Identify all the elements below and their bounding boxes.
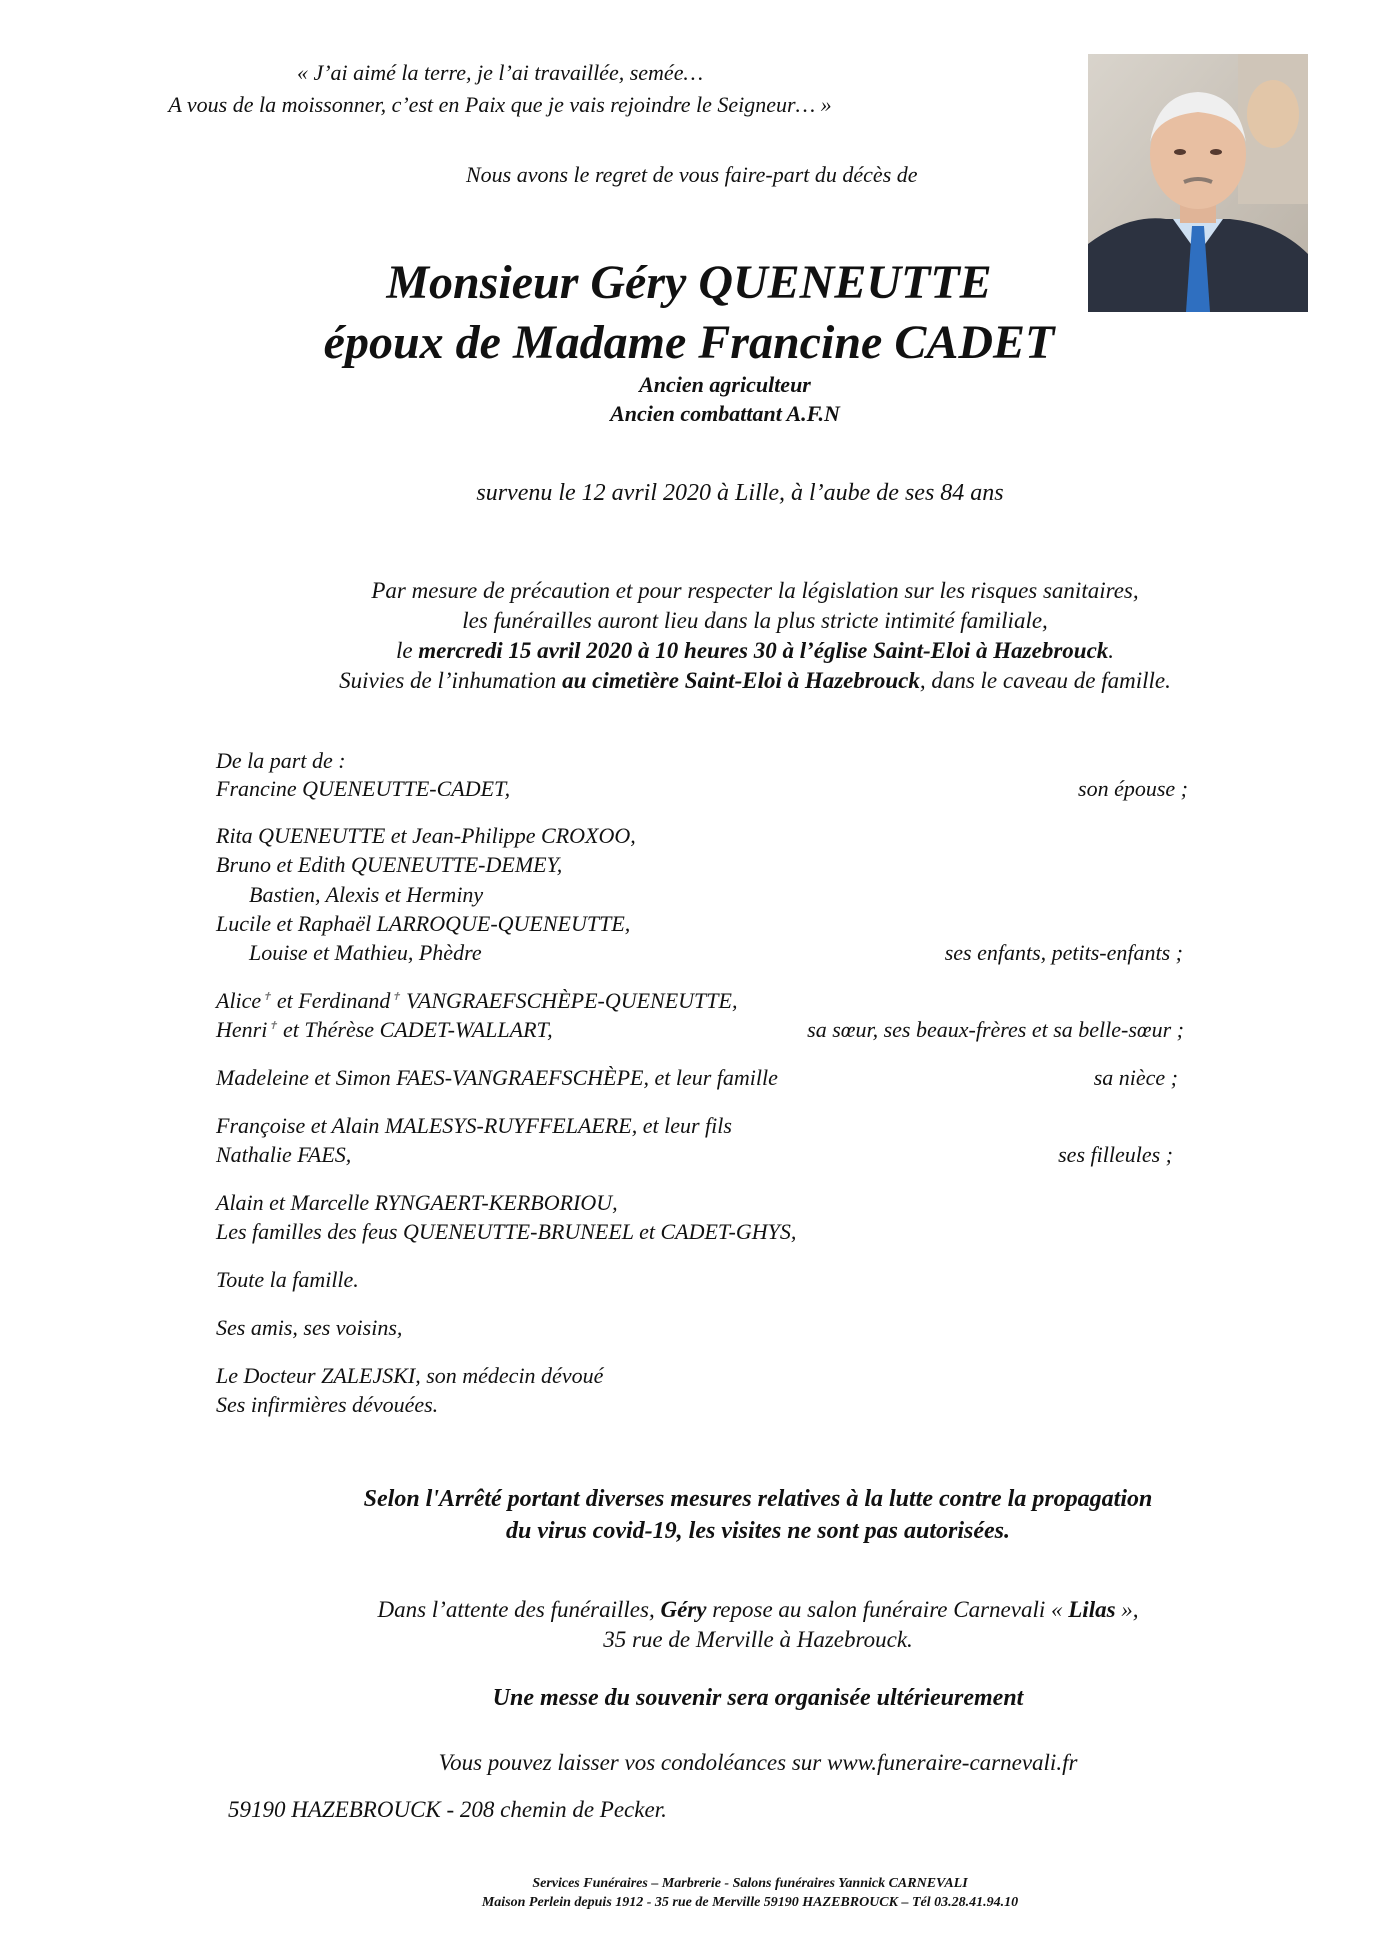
funeral-line-3-prefix: le [395,638,419,663]
quote-line-2: A vous de la moissonner, c’est en Paix que je vais rejoindre le Seigneur… » [168,92,832,117]
deceased-cross-icon: ✝ [268,1019,278,1032]
nurses-line: Ses infirmières dévouées. [216,1392,439,1417]
godchildren-line-2: Nathalie FAES, [216,1142,352,1167]
niece-line: Madeleine et Simon FAES-VANGRAEFSCHÈPE, et leur famille [216,1065,778,1090]
deceased-cross-icon: ✝ [391,990,401,1003]
footer-line-1: Services Funéraires – Marbrerie - Salons funéraires Yannick CARNEVALI [532,1876,968,1891]
burial-place: au cimetière Saint-Eloi à Hazebrouck [562,668,920,693]
siblings-role: sa sœur, ses beaux-frères et sa belle-sœur ; [807,1017,1184,1042]
children-role: ses enfants, petits-enfants ; [944,940,1183,965]
siblings-line-1 [216,988,737,1014]
salon-prefix: Dans l’attente des funérailles, [377,1597,661,1622]
grandchildren-line-2: Louise et Mathieu, Phèdre [249,940,482,965]
family-address: 59190 HAZEBROUCK - 208 chemin de Pecker. [228,1797,667,1822]
quote-line-1: « J’ai aimé la terre, je l’ai travaillée, semée… [296,60,704,85]
funeral-line-4 [0,668,1378,694]
spouse-name: Francine QUENEUTTE-CADET, [216,776,511,801]
funeral-line-3-suffix: . [1108,638,1115,663]
deceased-title-2: Ancien combattant A.F.N [610,401,840,426]
funeral-line-3 [0,638,1378,664]
family-header: De la part de : [216,748,346,773]
condolences: Vous pouvez laisser vos condoléances sur www.funeraire-carnevali.fr [438,1750,1078,1775]
godchildren-line-1: Françoise et Alain MALESYS-RUYFFELAERE, et leur fils [216,1113,732,1138]
siblings-line-2 [216,1017,553,1043]
funeral-line-4-prefix: Suivies de l’inhumation [339,668,563,693]
deceased-spouse: époux de Madame Francine CADET [323,316,1055,369]
funeral-line-2: les funérailles auront lieu dans la plus stricte intimité familiale, [462,608,1048,633]
salon-suffix: », [1115,1597,1139,1622]
siblings-surname: VANGRAEFSCHÈPE-QUENEUTTE, [400,988,738,1013]
godchildren-role: ses filleules ; [1058,1142,1173,1167]
spouse-role: son épouse ; [1078,776,1188,801]
sibling-therese: et Thérèse CADET-WALLART, [277,1017,553,1042]
salon-address: 35 rue de Merville à Hazebrouck. [603,1627,913,1652]
niece-role: sa nièce ; [1093,1065,1178,1090]
death-info: survenu le 12 avril 2020 à Lille, à l’aube de ses 84 ans [476,480,1004,506]
memorial-mass: Une messe du souvenir sera organisée ultérieurement [492,1685,1024,1711]
children-line-3: Lucile et Raphaël LARROQUE-QUENEUTTE, [216,911,631,936]
funeral-line-1: Par mesure de précaution et pour respecter la législation sur les risques sanitaires, [371,578,1139,603]
salon-first-name: Géry [660,1597,707,1622]
deceased-cross-icon: ✝ [262,990,272,1003]
sibling-alice: Alice [216,988,262,1013]
all-family: Toute la famille. [216,1267,359,1292]
sibling-henri: Henri [216,1017,268,1042]
others-line-1: Alain et Marcelle RYNGAERT-KERBORIOU, [216,1190,618,1215]
doctor-line: Le Docteur ZALEJSKI, son médecin dévoué [216,1363,604,1388]
covid-notice-line-1: Selon l'Arrêté portant diverses mesures relatives à la lutte contre la propagation [363,1486,1153,1512]
others-line-2: Les familles des feus QUENEUTTE-BRUNEEL et CADET-GHYS, [216,1219,797,1244]
salon-room-name: Lilas [1068,1597,1116,1622]
funeral-date-place: mercredi 15 avril 2020 à 10 heures 30 à l’église Saint-Eloi à Hazebrouck [418,638,1109,663]
deceased-title-1: Ancien agriculteur [639,372,811,397]
salon-line-1 [0,1597,1378,1623]
funeral-line-4-suffix: , dans le caveau de famille. [919,668,1171,693]
footer-line-2: Maison Perlein depuis 1912 - 35 rue de Merville 59190 HAZEBROUCK – Tél 03.28.41.94.10 [481,1895,1019,1910]
covid-notice-line-2: du virus covid-19, les visites ne sont pas autorisées. [505,1518,1010,1544]
intro-text: Nous avons le regret de vous faire-part du décès de [466,162,918,187]
deceased-name: Monsieur Géry QUENEUTTE [386,256,992,309]
salon-mid: repose au salon funéraire Carnevali « [706,1597,1069,1622]
friends-neighbours: Ses amis, ses voisins, [216,1315,403,1340]
grandchildren-line-1: Bastien, Alexis et Herminy [249,882,484,907]
children-line-2: Bruno et Edith QUENEUTTE-DEMEY, [216,852,563,877]
children-line-1: Rita QUENEUTTE et Jean-Philippe CROXOO, [216,823,636,848]
sibling-ferdinand: et Ferdinand [271,988,391,1013]
